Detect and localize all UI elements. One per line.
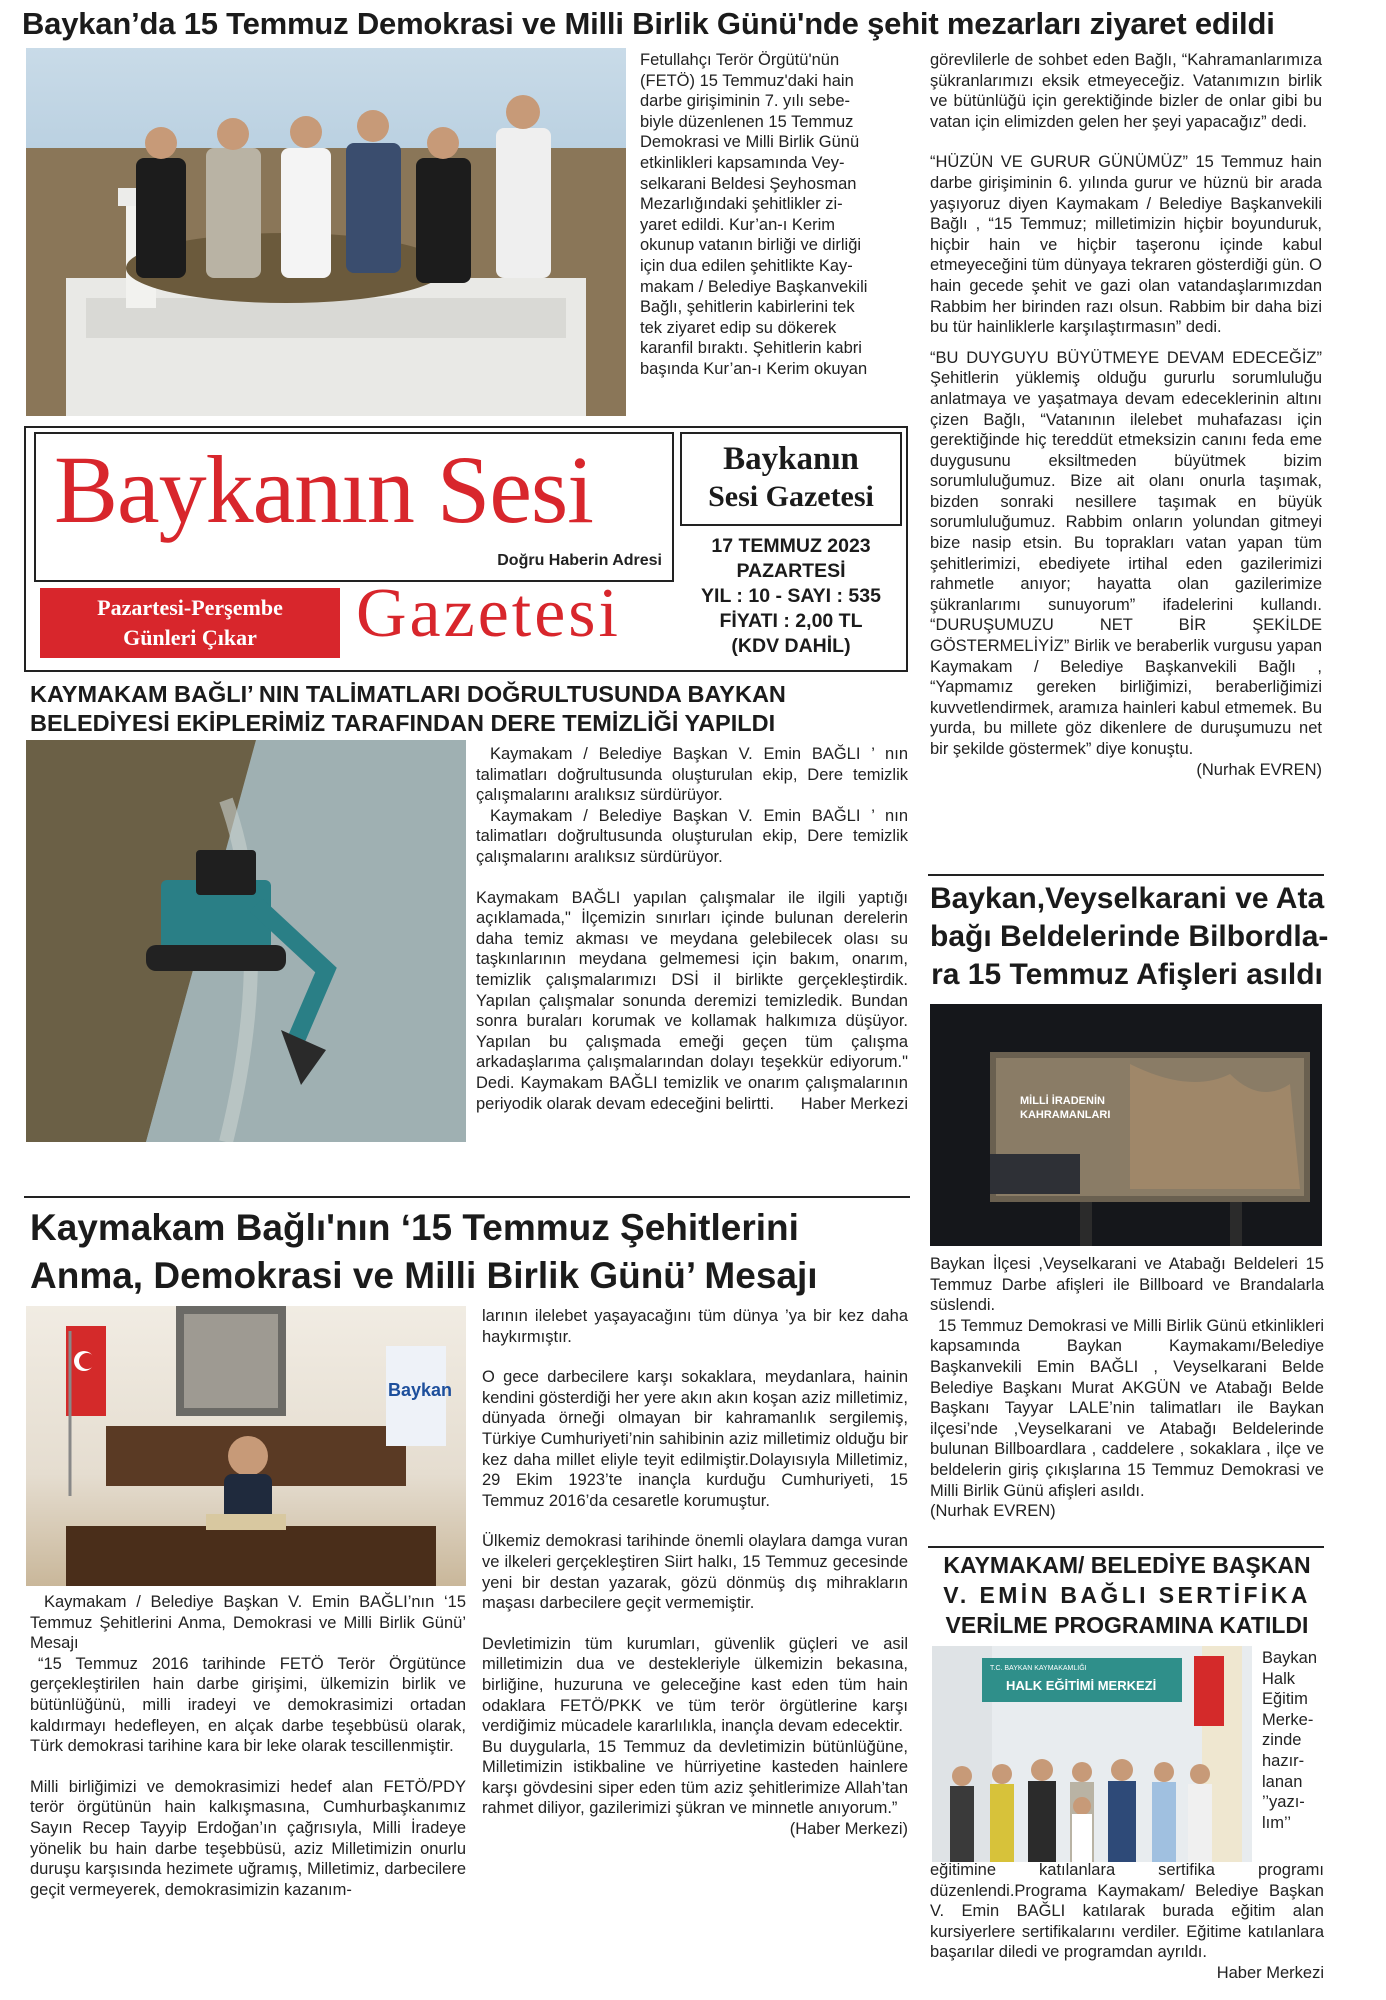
story3-paragraph: Kaymakam / Belediye Başkan V. Emin BAĞLI’nın ‘15 Temmuz Şehitlerini Anma, Demokrasi ve Milli Birlik Günü’ Mesajı xyxy=(30,1593,466,1653)
side-word: Eğitim xyxy=(1262,1690,1308,1709)
story1-paragraph: “BU DUYGUYU BÜYÜTMEYE DEVAM EDECEĞİZ” Şehitlerin yüklemiş olduğu gururlu sorumluluğu anlatmaya ve yaşatmaya devam edeceklerinin altını çizen Bağlı, “Vatanının ilelebet muhafazası için gerektiğinde hiç tereddüt etmeksizin canını feda eme duygusunu eksiltmeden büyütmek bizim sorumluluğumuz. Bize ait olanı onurla taşımak, bizden sonraki nesillere taşımak en büyük sorumluluğumuz. Rabbim onların yolundan gitmeyi bize nasip etsin. Bu toprakları vatan yapan tüm şehitlerimizi, ebediyete irtihal eden gazilerimizi rahmetle anıyor; hayatta olan gazilerimize şükranlarımı sunuyorum” ifadelerini kullandı. “DURUŞUMUZU NET BİR ŞEKİLDE GÖSTERMELİYİZ” Birlik ve beraberlik vurgusu yapan Kaymakam / Belediye Başkanvekili Bağlı , “Yapmamız gereken birliğimizi, beraberliğimizi kuvvetlendirmek, aramıza hainleri kabul etmemek. Bu yurda, bu millete göz dikenlere de duruşumuzu net bir şekilde göstermek” diye konuştu. xyxy=(930,348,1322,758)
story1-line: makam / Belediye Başkanvekili xyxy=(640,277,868,296)
story5-headline-line: KAYMAKAM/ BELEDİYE BAŞKAN xyxy=(943,1552,1311,1578)
cemetery-visit-photo xyxy=(26,48,626,416)
issue-number: YIL : 10 - SAYI : 535 xyxy=(701,585,881,607)
story2-headline-line: BELEDİYESİ EKİPLERİMİZ TARAFINDAN DERE TEMİZLİĞİ YAPILDI xyxy=(30,710,776,736)
story2-headline xyxy=(30,680,910,738)
billboard-scene xyxy=(930,1004,1322,1246)
story1-line: darbe girişiminin 7. yılı sebe- xyxy=(640,92,851,111)
story3-paragraph: “15 Temmuz 2016 tarihinde FETÖ Terör Örgütünce gerçekleştirilen hain darbe girişimi, ülkemizin birlik ve bütünlüğünü, milli iradeyi ve demokrasimizi ortadan kaldırmayı hedefleyen, en alçak darbe teşebbüsü olarak, Türk demokrasi tarihine kara bir leke olarak tescillenmiştir. xyxy=(30,1654,466,1756)
story3-paragraph: Bu duygularla, 15 Temmuz da devletimizin bütünlüğüne, Milletimizin istikbaline ve hürriyetine kasteden hainlere karşı gövdesini siper eden tüm aziz şehitlerimize Allah’tan rahmet diliyor, gazilerimizi şükran ve minnetle anıyorum.” xyxy=(482,1737,908,1818)
story2-paragraph: Kaymakam / Belediye Başkan V. Emin BAĞLI ’ nın talimatları doğrultusunda oluşturulan ekip, Dere temizlik çalışmalarını aralıksız sürdürüyor. xyxy=(476,745,908,805)
story5-body xyxy=(930,1860,1324,1984)
story4-headline-line: Baykan,Veyselkarani ve Ata xyxy=(930,882,1325,915)
masthead-logo xyxy=(34,432,674,582)
story1-line: tek ziyaret edip su dökerek xyxy=(640,318,837,337)
story4-headline-line: bağı Beldelerinde Bilbordla- xyxy=(930,920,1329,953)
flag-text: Baykan xyxy=(388,1380,453,1400)
story2-signature: Haber Merkezi xyxy=(800,1095,908,1114)
story1-line: Mezarlığındaki şehitlikler zi- xyxy=(640,195,843,214)
story2-paragraph: Kaymakam / Belediye Başkan V. Emin BAĞLI ’ nın talimatları doğrultusunda oluşturulan ekip, Dere temizlik çalışmalarını aralıksız sürdürüyor. xyxy=(476,806,908,866)
story2-headline-line: KAYMAKAM BAĞLI’ NIN TALİMATLARI DOĞRULTUSUNDA BAYKAN xyxy=(30,681,786,707)
story1-line: Bağlı, şehitlerin kabirlerini tek xyxy=(640,298,855,317)
story4-paragraph: 15 Temmuz Demokrasi ve Milli Birlik Günü etkinlikleri kapsamında Baykan Kaymakamı/Belediye Başkanvekili Emin BAĞLI , Veyselkarani Belde Belediye Başkanı Murat AKGÜN ve Atabağı Belde Başkanı Tayyar LALE’nin talimatları ile Baykan ilçesi’nde ,Veyselkarani ve Atabağı Beldelerinde bulunan Billboardlara , caddelere , sokaklara , ilçe ve beldelerin giriş çıkışlarına 15 Temmuz Demokrasi ve Milli Birlik Günü afişleri asıldı. xyxy=(930,1316,1324,1500)
side-word: ’’yazı- xyxy=(1262,1793,1305,1812)
side-word: hazır- xyxy=(1262,1751,1305,1770)
story1-line: (FETÖ) 15 Temmuz'daki hain xyxy=(640,71,854,90)
story4-paragraph: Baykan İlçesi ,Veyselkarani ve Atabağı Beldeleri 15 Temmuz Darbe afişleri ile Billboard ve Brandalarla süslendi. xyxy=(930,1255,1324,1315)
side-word: zinde xyxy=(1262,1731,1302,1750)
masthead-title: Baykanın Sesi xyxy=(54,436,593,543)
governor-office-photo xyxy=(26,1306,466,1586)
story5-paragraph: eğitimine katılanlara sertifika programı düzenlendi.Programa Kaymakam/ Belediye Başkan V. Emin BAĞLI katılarak burada eğitim alan kursiyerlere sertifikalarını verdiler. Eğitime katılanlara başarılar diledi ve programdan ayrıldı. xyxy=(930,1861,1324,1962)
story1-line: okunup vatanın birliği ve dirliği xyxy=(640,236,862,255)
side-word: Baykan xyxy=(1262,1649,1318,1667)
story3-headline xyxy=(30,1204,910,1300)
sign-small-text: T.C. BAYKAN KAYMAKAMLIĞI xyxy=(990,1665,1087,1672)
story3-paragraph: Ülkemiz demokrasi tarihinde önemli olaylara damga vuran ve ilkeleri gerçekleştiren Siirt halkı, 15 Temmuz gecesinde yeni bir destan yazarak, gözü dönmüş dış mihrakların maşası darbecilere geçit vermemiştir. xyxy=(482,1532,908,1613)
story3-headline-line: Anma, Demokrasi ve Milli Birlik Günü’ Mesajı xyxy=(30,1255,818,1296)
story1-col1 xyxy=(640,50,908,380)
office-scene xyxy=(26,1306,466,1586)
story1-line: biyle düzenlenen 15 Temmuz xyxy=(640,112,854,131)
divider xyxy=(928,1546,1324,1548)
story3-paragraph: Milli birliğimizi ve demokrasimizi hedef alan FETÖ/PDY terör örgütünün hain kalkışmasına, Cumhurbaşkanımız Sayın Recep Tayyip Erdoğan’ın çağrısıyla, Milli İradeye yönelik bu hain darbe teşebbüsü, aziz Milletimizin onurlu duruşu karşısında hezimete uğramış, Milletimiz, darbecilere geçit vermeyerek, demokrasimizin kazanım- xyxy=(30,1777,466,1899)
cemetery-scene xyxy=(26,48,626,416)
side-word: Merke- xyxy=(1262,1710,1314,1729)
billboard-text: MİLLİ İRADENİN xyxy=(1020,1095,1105,1107)
issue-price: FİYATI : 2,00 TL xyxy=(719,610,863,632)
story1-paragraph: görevlilerle de sohbet eden Bağlı, “Kahramanlarımıza şükranlarımızı eksik etmeyeceğiz. Vatanımızın birlik ve bütünlüğü için gerektiğinde bizler de onlar gibi bu vatan için elimizden gelen her şeyi yapacağız” dedi. xyxy=(930,51,1322,131)
days-badge xyxy=(40,588,340,658)
story4-body xyxy=(930,1254,1324,1522)
story1-line: selkarani Beldesi Şeyhosman xyxy=(640,174,857,193)
excavator-photo xyxy=(26,740,466,1142)
story1-line: için dua edilen şehitlikte Kay- xyxy=(640,256,853,275)
divider xyxy=(928,874,1324,876)
issue-date: 17 TEMMUZ 2023 xyxy=(711,535,871,557)
side-word: lım’’ xyxy=(1262,1813,1292,1832)
story1-paragraph: “HÜZÜN VE GURUR GÜNÜMÜZ” 15 Temmuz hain darbe girişiminin 6. yılında gurur ve hüznü bir arada yaşıyoruz diyen Kaymakam / Belediye Başkanvekili Bağlı , “15 Temmuz; milletimizin hiçbir boyunduruk, hiçbir hain ve hiçbir taşeronu içinde kabul etmeyeceğini tüm dünyaya tekraren gösterdiği gün. O hain gecede şehit ve gazi olan vatandaşlarımızdan Rabbim her birinden razı olsun. Rabbim bir daha bizi bu tür hainliklerle karşılaştırmasın” dedi. xyxy=(930,153,1322,337)
story1-line: etkinlikleri kapsamında Vey- xyxy=(640,153,845,172)
story3-col1 xyxy=(30,1592,466,1900)
story1-line: karanfil bıraktı. Şehitlerin kabri xyxy=(640,339,862,358)
story3-headline-line: Kaymakam Bağlı'nın ‘15 Temmuz Şehitlerini xyxy=(30,1207,799,1248)
issue-weekday: PAZARTESİ xyxy=(736,560,846,582)
story3-paragraph: Devletimizin tüm kurumları, güvenlik güçleri ve asil milletimizin dua ve destekleriyle ülkemizin bekasına, birliğine, huzuruna ve geleceğine kast eden tüm hain odaklara FETÖ/PKK ve tüm terör örgütlerine karşı verdiğimiz mücadele kararlılıkla, inançla devam edecektir. xyxy=(482,1634,908,1736)
side-word: Halk xyxy=(1262,1669,1296,1688)
story1-line: başında Kur’an-ı Kerim okuyan xyxy=(640,359,868,378)
days-line: Günleri Çıkar xyxy=(123,625,257,650)
divider xyxy=(24,1196,910,1198)
ceremony-scene xyxy=(932,1646,1252,1862)
story2-paragraph: Kaymakam BAĞLI yapılan çalışmalar ile ilgili yaptığı açıklamada," İlçemizin sınırları içinde bulunan derelerin daha temiz akması ve meydana gelebilecek olası su taşkınlarının meydana gelmemesi için bakım, onarım, temizlik çalışmalarımızı DSİ il birlikte gerçekleştirdik. Yapılan çalışmalar sonunda deremizi temizledik. Bundan sonra buraları korumak ve kollamak halkımıza düşüyor. Yapılan bu çalışmada emeği geçen tüm çalışma arkadaşlarıma çalışmalarından dolayı teşekkür ediyorum." Dedi. Kaymakam BAĞLI temizlik ve onarım çalışmalarının periyodik olarak devam edeceğini belirtti. xyxy=(476,888,908,1113)
story3-col2 xyxy=(482,1306,908,1840)
story4-headline xyxy=(930,880,1329,994)
story1-line: Demokrasi ve Milli Birlik Günü xyxy=(640,133,860,152)
side-word: lanan xyxy=(1262,1772,1303,1791)
story5-side-words xyxy=(1262,1648,1326,1833)
days-line: Pazartesi-Perşembe xyxy=(97,595,283,620)
story1-line: Fetullahçı Terör Örgütü'nün xyxy=(640,51,840,69)
issue-tax: (KDV DAHİL) xyxy=(731,635,851,657)
story4-headline-line: ra 15 Temmuz Afişleri asıldı xyxy=(931,958,1323,991)
infobox-title: Baykanın xyxy=(723,441,859,477)
story5-signature: Haber Merkezi xyxy=(1216,1963,1324,1982)
masthead-infobox xyxy=(680,432,902,668)
story5-headline-line: V. EMİN BAĞLI SERTİFİKA xyxy=(943,1582,1311,1608)
sign-main-text: HALK EĞİTİMİ MERKEZİ xyxy=(1006,1678,1157,1693)
billboard-photo xyxy=(930,1004,1322,1246)
story3-paragraph: O gece darbecilere karşı sokaklara, meydanlara, hainin kendini gösterdiği her yere akın akın koşan aziz milletimiz, dünyada örneği olmayan bir kahramanlık sergilemiş, Türkiye Cumhuriyeti’nin sahibinin aziz milletimiz olduğu bir kez daha millet eliyle teyit edilmiştir.Dolayısıyla Milletimiz, 29 Ekim 1923’te inançla kurduğu Cumhuriyeti, 15 Temmuz 2016’da cesaretle korumuştur. xyxy=(482,1368,908,1510)
billboard-text: KAHRAMANLARI xyxy=(1020,1109,1111,1121)
story3-signature: (Haber Merkezi) xyxy=(789,1820,908,1839)
infobox-subtitle: Sesi Gazetesi xyxy=(708,480,874,513)
story2-body xyxy=(476,744,908,1115)
story5-headline-line: VERİLME PROGRAMINA KATILDI xyxy=(945,1612,1309,1638)
story1-line: yaret edildi. Kur’an-ı Kerim xyxy=(640,215,836,234)
excavator-scene xyxy=(26,740,466,1142)
story1-signature: (Nurhak EVREN) xyxy=(1196,760,1322,779)
masthead-gazetesi: Gazetesi xyxy=(356,575,621,652)
story5-headline xyxy=(930,1550,1324,1640)
top-headline: Baykan’da 15 Temmuz Demokrasi ve Milli Birlik Günü'nde şehit mezarları ziyaret edildi xyxy=(22,6,1275,41)
story4-signature: (Nurhak EVREN) xyxy=(930,1502,1056,1521)
masthead xyxy=(24,426,908,672)
certificate-ceremony-photo xyxy=(932,1646,1252,1862)
story1-col2 xyxy=(930,50,1322,780)
masthead-slogan: Doğru Haberin Adresi xyxy=(497,552,662,569)
story3-paragraph: larının ilelebet yaşayacağını tüm dünya ’ya bir kez daha haykırmıştır. xyxy=(482,1307,908,1346)
